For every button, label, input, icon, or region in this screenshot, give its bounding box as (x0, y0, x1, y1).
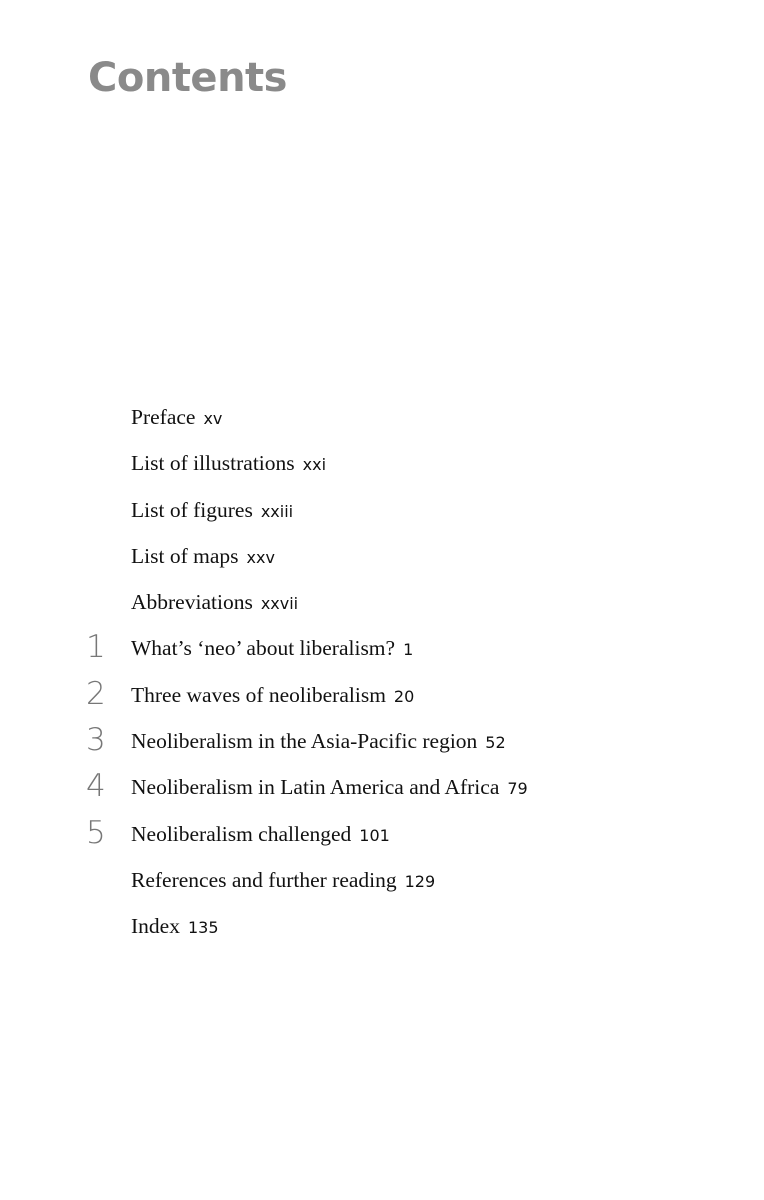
toc-entry-text (131, 452, 326, 476)
toc-entry-page: xxi (302, 455, 327, 475)
toc-entry-title: What’s ‘neo’ about liberalism? (131, 636, 396, 661)
toc-entry-chapter-2[interactable] (0, 675, 764, 730)
toc-entry-title: References and further reading (131, 867, 397, 892)
chapter-number: 5 (86, 814, 106, 851)
chapter-number: 4 (86, 768, 106, 805)
toc-entry-text (131, 684, 414, 708)
toc-entry-references[interactable] (0, 869, 764, 915)
toc-entry-text (131, 776, 528, 800)
toc-entry-page: 20 (393, 686, 415, 706)
toc-entry-title: Neoliberalism in the Asia-Pacific region (131, 729, 478, 754)
toc-entry-page: 52 (485, 733, 506, 753)
toc-entry-text (131, 406, 222, 430)
toc-entry-page: xxvii (260, 594, 299, 614)
toc-entry-page: xxiii (260, 501, 294, 521)
table-of-contents (0, 406, 764, 962)
toc-entry-chapter-1[interactable] (0, 629, 764, 683)
toc-entry-title: Abbreviations (131, 590, 253, 615)
page-title: Contents (88, 55, 287, 101)
toc-entry-title: Index (131, 914, 180, 939)
toc-entry-chapter-3[interactable] (0, 722, 764, 776)
toc-entry-text (131, 730, 506, 754)
chapter-number: 3 (86, 722, 106, 759)
toc-entry-title: Three waves of neoliberalism (131, 682, 386, 707)
toc-entry-text (131, 545, 275, 569)
toc-entry-text (131, 915, 219, 939)
toc-entry-preface[interactable] (0, 406, 764, 452)
toc-entry-text (131, 637, 413, 661)
toc-entry-page: 135 (187, 918, 219, 938)
toc-entry-page: 101 (359, 825, 390, 845)
toc-entry-chapter-5[interactable] (0, 814, 764, 869)
toc-entry-title: List of figures (131, 497, 253, 522)
toc-entry-page: xxv (246, 547, 275, 567)
toc-entry-title: List of maps (131, 543, 239, 568)
toc-entry-page: 79 (507, 779, 528, 799)
chapter-number: 2 (86, 675, 106, 712)
toc-entry-text (131, 591, 298, 615)
toc-entry-text (131, 869, 435, 893)
toc-entry-list-of-maps[interactable] (0, 545, 764, 591)
toc-entry-title: List of illustrations (131, 451, 295, 476)
toc-entry-abbreviations[interactable] (0, 591, 764, 637)
toc-entry-list-of-illustrations[interactable] (0, 452, 764, 498)
toc-entry-text (131, 823, 390, 847)
toc-entry-list-of-figures[interactable] (0, 499, 764, 545)
toc-entry-text (131, 499, 293, 523)
toc-entry-index[interactable] (0, 915, 764, 961)
toc-entry-title: Neoliberalism in Latin America and Africa (131, 775, 500, 800)
toc-entry-page: xv (203, 409, 223, 428)
toc-entry-title: Preface (131, 405, 196, 429)
toc-entry-page: 129 (404, 871, 436, 891)
toc-entry-chapter-4[interactable] (0, 768, 764, 822)
toc-entry-title: Neoliberalism challenged (131, 821, 352, 846)
toc-entry-page: 1 (403, 640, 414, 660)
chapter-number: 1 (86, 629, 106, 666)
